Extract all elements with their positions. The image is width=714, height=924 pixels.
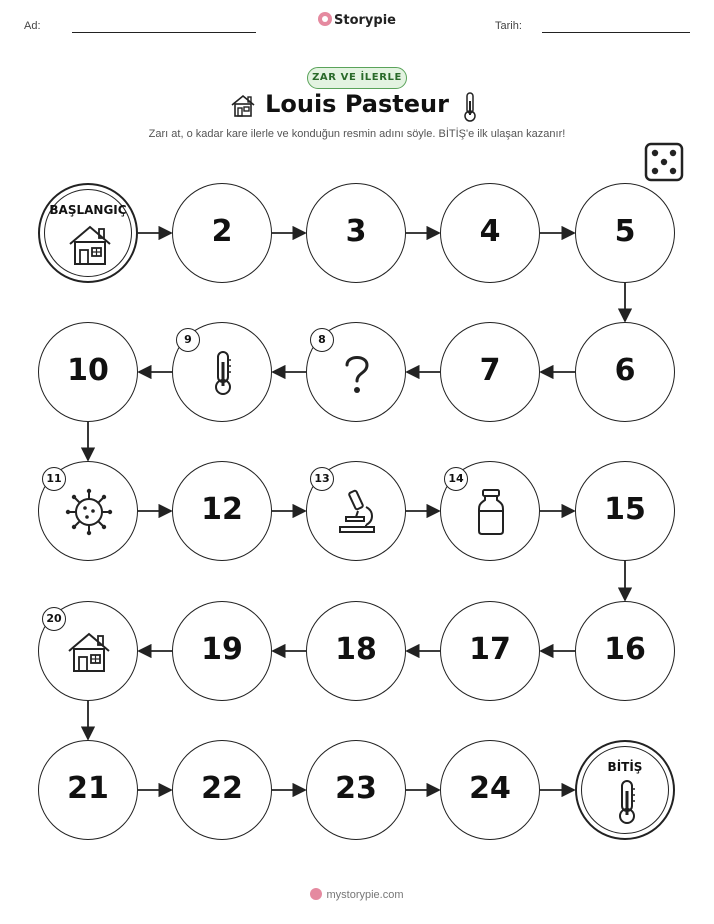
cell-number: 6 xyxy=(614,353,636,388)
board-cell-8 xyxy=(306,322,406,422)
cell-number: 2 xyxy=(211,214,233,249)
date-label: Tarih: xyxy=(495,20,522,32)
cell-number: 16 xyxy=(604,632,646,667)
board-cell-9 xyxy=(172,322,272,422)
name-label: Ad: xyxy=(24,20,41,32)
board-cell-10 xyxy=(38,322,138,422)
board-cell-6 xyxy=(575,322,675,422)
board-cell-24 xyxy=(440,740,540,840)
question-icon xyxy=(332,348,382,398)
board-cell-20 xyxy=(38,601,138,701)
cell-number: 15 xyxy=(604,492,646,527)
board-cell-14 xyxy=(440,461,540,561)
cell-number: 3 xyxy=(345,214,367,249)
board-cell-19 xyxy=(172,601,272,701)
board-cell-15 xyxy=(575,461,675,561)
cell-number: 23 xyxy=(335,771,377,806)
start-label: BAŞLANGIÇ xyxy=(49,203,127,217)
milk-bottle-icon xyxy=(466,487,516,537)
board-cell-4 xyxy=(440,183,540,283)
board-cell-22 xyxy=(172,740,272,840)
game-tag: ZAR VE İLERLE xyxy=(307,67,407,89)
board-cell-16 xyxy=(575,601,675,701)
thermometer-icon xyxy=(198,348,248,398)
instructions: Zarı at, o kadar kare ilerle ve konduğun resmin adını söyle. BİTİŞ'e ilk ulaşan kazanır! xyxy=(148,128,566,140)
board-cell-23 xyxy=(306,740,406,840)
cell-number: 19 xyxy=(201,632,243,667)
finish-cell xyxy=(575,740,675,840)
footer-site: mystorypie.com xyxy=(326,889,404,901)
cell-number-badge: 11 xyxy=(42,467,66,491)
cell-number: 21 xyxy=(67,771,109,806)
board-cell-2 xyxy=(172,183,272,283)
cell-number: 7 xyxy=(479,353,501,388)
cell-number-badge: 13 xyxy=(310,467,334,491)
house-icon xyxy=(64,627,114,677)
cell-number-badge: 8 xyxy=(310,328,334,352)
cell-number: 12 xyxy=(201,492,243,527)
brand-name: Storypie xyxy=(334,13,396,28)
footer xyxy=(0,888,714,901)
board-cell-5 xyxy=(575,183,675,283)
board-cell-13 xyxy=(306,461,406,561)
cell-number: 4 xyxy=(479,214,501,249)
house-icon xyxy=(65,220,115,270)
board-cell-18 xyxy=(306,601,406,701)
board-cell-7 xyxy=(440,322,540,422)
cell-number: 24 xyxy=(469,771,511,806)
virus-icon xyxy=(64,487,114,537)
thermometer-icon xyxy=(602,777,652,827)
cell-number: 22 xyxy=(201,771,243,806)
start-cell xyxy=(38,183,138,283)
cell-number-badge: 9 xyxy=(176,328,200,352)
board-cell-21 xyxy=(38,740,138,840)
cell-number: 10 xyxy=(67,353,109,388)
finish-label: BİTİŞ xyxy=(607,760,643,774)
board-cell-11 xyxy=(38,461,138,561)
cell-number-badge: 20 xyxy=(42,607,66,631)
page-title: Louis Pasteur xyxy=(265,90,449,118)
cell-number: 17 xyxy=(469,632,511,667)
cell-number: 18 xyxy=(335,632,377,667)
microscope-icon xyxy=(332,487,382,537)
board-cell-3 xyxy=(306,183,406,283)
board-cell-12 xyxy=(172,461,272,561)
cell-number-badge: 14 xyxy=(444,467,468,491)
cell-number: 5 xyxy=(614,214,636,249)
storypie-logo-icon xyxy=(310,888,322,900)
board-cell-17 xyxy=(440,601,540,701)
